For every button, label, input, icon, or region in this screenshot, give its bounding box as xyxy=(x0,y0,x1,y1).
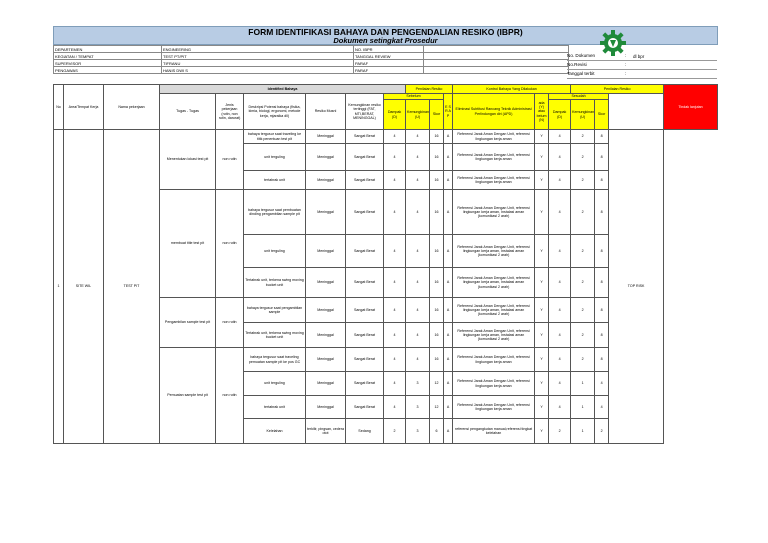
info-label: PARAF xyxy=(354,67,424,74)
info-row xyxy=(54,53,569,60)
hirarki-cell: A xyxy=(444,171,453,190)
col-skor: Skor xyxy=(430,100,444,130)
severity-cell: Sangat Berat xyxy=(346,235,384,268)
col-no: No xyxy=(54,85,64,130)
skor-after-cell: 4 xyxy=(595,372,609,396)
kemungkinan-after-cell: 2 xyxy=(571,348,595,372)
skor-cell: 12 xyxy=(430,396,444,419)
control-cell: Referensi Jarak Aman Dengan Unit, referensi lingkungan kerja aman, Instalasi aman (komunikasi 2 arah) xyxy=(453,298,535,323)
severity-cell: Sangat Berat xyxy=(346,298,384,323)
docinfo-row xyxy=(567,61,717,70)
docinfo-value: : xyxy=(625,71,627,76)
kemungkinan-cell: 4 xyxy=(406,130,430,144)
severity-cell: Sangat Berat xyxy=(346,144,384,171)
dampak-cell: 4 xyxy=(384,372,406,396)
skor-cell: 16 xyxy=(430,235,444,268)
hazard-desc: bahaya tergusur saat pembuatan dinding pengambilan sample pit xyxy=(244,190,306,235)
col-task: Tugas - Tugas xyxy=(160,94,216,130)
info-value: TIFRANU xyxy=(162,60,354,67)
docinfo-row xyxy=(567,52,717,61)
ada-cell: Y xyxy=(535,419,549,444)
skor-after-cell: 8 xyxy=(595,190,609,235)
severity-cell: Sangat Berat xyxy=(346,348,384,372)
task-name: membuat title test pit xyxy=(160,190,216,298)
kemungkinan-cell: 4 xyxy=(406,171,430,190)
col-jenis: Jenis pekerjaan (rutin, non rutin, darurat) xyxy=(216,94,244,130)
col-before: Sebelum xyxy=(384,94,444,100)
control-cell: Referensi Jarak Aman Dengan Unit, referensi lingkungan kerja aman, Instalasi aman (komunikasi 2 arah) xyxy=(453,323,535,348)
dampak-cell: 4 xyxy=(384,323,406,348)
info-row xyxy=(54,67,569,74)
hazard-desc: unit terguling xyxy=(244,372,306,396)
docinfo-value: : xyxy=(625,62,627,67)
task-jenis: non rutin xyxy=(216,298,244,348)
kemungkinan-cell: 4 xyxy=(406,144,430,171)
docinfo-label: No. Dokumen xyxy=(567,53,596,58)
kemungkinan-after-cell: 2 xyxy=(571,130,595,144)
col-dampak-after: Dampak (D) xyxy=(549,100,571,130)
risk-cell: Meninggal xyxy=(306,171,346,190)
task-name: Menentukan lokasi test pit xyxy=(160,130,216,190)
dampak-cell: 4 xyxy=(384,190,406,235)
info-label: NO. IBPR xyxy=(354,46,424,53)
risk-cell: Meninggal xyxy=(306,348,346,372)
info-label: TANGGAL REVIEW xyxy=(354,53,424,60)
task-jenis: non rutin xyxy=(216,348,244,444)
severity-cell: Sangat Berat xyxy=(346,372,384,396)
risk-cell: Meninggal xyxy=(306,144,346,171)
hirarki-cell: A xyxy=(444,268,453,298)
dampak-after-cell: 4 xyxy=(549,323,571,348)
kemungkinan-after-cell: 2 xyxy=(571,171,595,190)
ada-cell: Y xyxy=(535,190,549,235)
table-row xyxy=(54,130,718,144)
info-value xyxy=(424,46,569,53)
row-no: 1 xyxy=(54,130,64,444)
dampak-cell: 4 xyxy=(384,268,406,298)
skor-cell: 16 xyxy=(430,323,444,348)
control-cell: Referensi Jarak Aman Dengan Unit, referensi lingkungan kerja aman, Instalasi aman (komunikasi 2 arah) xyxy=(453,235,535,268)
skor-after-cell: 8 xyxy=(595,323,609,348)
hazard-desc: Tertabrak unit, terkena swing moving bucket unit xyxy=(244,268,306,298)
risk-cell: Meninggal xyxy=(306,190,346,235)
dampak-cell: 4 xyxy=(384,396,406,419)
info-label: PENGAWAS xyxy=(54,67,162,74)
hirarki-cell: A xyxy=(444,372,453,396)
skor-cell: 16 xyxy=(430,144,444,171)
ada-cell: Y xyxy=(535,171,549,190)
control-cell: Referensi Jarak Aman Dengan Unit, referensi lingkungan kerja aman xyxy=(453,348,535,372)
skor-after-cell: 2 xyxy=(595,419,609,444)
severity-cell: Sedang xyxy=(346,419,384,444)
side-text: dl bpr xyxy=(633,54,645,59)
skor-cell: 12 xyxy=(430,372,444,396)
hirarki-cell: A xyxy=(444,190,453,235)
risk-cell: Meninggal xyxy=(306,323,346,348)
dampak-after-cell: 4 xyxy=(549,130,571,144)
docinfo-value: : xyxy=(625,53,627,58)
dampak-cell: 4 xyxy=(384,348,406,372)
risk-table xyxy=(53,84,718,444)
skor-cell: 16 xyxy=(430,298,444,323)
col-kemungkinan: Kemungkinan (U) xyxy=(406,100,430,130)
ada-cell: Y xyxy=(535,348,549,372)
col-desc: Deskripsi Potensi bahaya (fisika, kimia, biologi, ergonomi, metode kerja, mjaraika dll) xyxy=(244,94,306,130)
info-label: KEGIATAN / TEMPAT xyxy=(54,53,162,60)
info-value xyxy=(424,60,569,67)
kemungkinan-cell: 4 xyxy=(406,298,430,323)
kemungkinan-after-cell: 2 xyxy=(571,298,595,323)
hirarki-cell: A xyxy=(444,396,453,419)
hazard-desc: tertabrak unit xyxy=(244,171,306,190)
skor-cell: 16 xyxy=(430,190,444,235)
task-jenis: non rutin xyxy=(216,190,244,298)
kemungkinan-after-cell: 2 xyxy=(571,144,595,171)
dampak-after-cell: 4 xyxy=(549,190,571,235)
kemungkinan-cell: 4 xyxy=(406,268,430,298)
col-skor-after: Skor xyxy=(595,100,609,130)
skor-cell: 16 xyxy=(430,171,444,190)
info-label: DEPARTEMEN xyxy=(54,46,162,53)
hirarki-cell: A xyxy=(444,419,453,444)
col-risk: Resiko Musnl xyxy=(306,94,346,130)
hirarki-cell: A xyxy=(444,130,453,144)
dampak-after-cell: 4 xyxy=(549,268,571,298)
info-value xyxy=(424,67,569,74)
col-dampak: Dampak (D) xyxy=(384,100,406,130)
kemungkinan-cell: 4 xyxy=(406,235,430,268)
hirarki-cell: A xyxy=(444,235,453,268)
col-hirarki: E S R A P xyxy=(444,94,453,130)
risk-cell: Meninggal xyxy=(306,396,346,419)
severity-cell: Sangat Berat xyxy=(346,396,384,419)
task-name: Pemuatan sample test pit xyxy=(160,348,216,444)
control-cell: Referensi Jarak Aman Dengan Unit, referensi lingkungan kerja aman, Instalasi aman (komunikasi 2 arah) xyxy=(453,268,535,298)
kemungkinan-cell: 4 xyxy=(406,190,430,235)
risk-cell: Meninggal xyxy=(306,298,346,323)
control-cell: Referensi Jarak Aman Dengan Unit, referensi lingkungan kerja aman, Instalasi aman (komunikasi 2 arah) xyxy=(453,190,535,235)
dampak-after-cell: 2 xyxy=(549,419,571,444)
skor-cell: 16 xyxy=(430,268,444,298)
row-area: SITE WIL xyxy=(64,130,104,444)
risk-cell: Meninggal xyxy=(306,372,346,396)
hazard-desc: bahaya tergusur saat traveling ke titik penentuan test pit xyxy=(244,130,306,144)
severity-cell: Sangat Berat xyxy=(346,323,384,348)
control-cell: Referensi Jarak Aman Dengan Unit, referensi lingkungan kerja aman xyxy=(453,372,535,396)
severity-cell: Sangat Berat xyxy=(346,171,384,190)
ada-cell: Y xyxy=(535,372,549,396)
dampak-cell: 4 xyxy=(384,298,406,323)
hazard-desc: unit terguling xyxy=(244,235,306,268)
hazard-desc: tertabrak unit xyxy=(244,396,306,419)
info-label: PARAF xyxy=(354,60,424,67)
control-cell: Referensi Jarak Aman Dengan Unit, referensi lingkungan kerja aman xyxy=(453,396,535,419)
col-ada: ada (Y) atau belum (N) xyxy=(535,94,549,130)
hirarki-cell: A xyxy=(444,323,453,348)
col-kemungkinan-after: Kemungkinan (U) xyxy=(571,100,595,130)
kemungkinan-after-cell: 2 xyxy=(571,268,595,298)
severity-cell: Sangat Berat xyxy=(346,130,384,144)
dampak-after-cell: 4 xyxy=(549,144,571,171)
col-identified: Identified Bahaya xyxy=(160,85,406,94)
kemungkinan-after-cell: 1 xyxy=(571,372,595,396)
hazard-desc: bahaya tergusur saat traveling pemuatan sample pit ke pos GC xyxy=(244,348,306,372)
kemungkinan-cell: 3 xyxy=(406,419,430,444)
kemungkinan-after-cell: 2 xyxy=(571,190,595,235)
risk-cell: Meninggal xyxy=(306,235,346,268)
info-row xyxy=(54,46,569,53)
kemungkinan-cell: 3 xyxy=(406,372,430,396)
risk-cell: terkilir, pingsan, cedera otot xyxy=(306,419,346,444)
hirarki-cell: A xyxy=(444,144,453,171)
col-nilai: Penilaian Resiko xyxy=(406,85,453,94)
kemungkinan-cell: 4 xyxy=(406,323,430,348)
kemungkinan-after-cell: 1 xyxy=(571,419,595,444)
risk-cell: Meninggal xyxy=(306,268,346,298)
info-value xyxy=(424,53,569,60)
hirarki-cell: A xyxy=(444,348,453,372)
kemungkinan-after-cell: 2 xyxy=(571,323,595,348)
col-hierarchy: Eliminasi Subtitusi Rancang Teknik Administrasi Perlindungan diri (APD) xyxy=(453,94,535,130)
ada-cell: Y xyxy=(535,323,549,348)
kemungkinan-after-cell: 1 xyxy=(571,396,595,419)
skor-after-cell: 8 xyxy=(595,171,609,190)
skor-cell: 16 xyxy=(430,348,444,372)
docinfo-label: Tanggal terbit xyxy=(567,71,595,76)
dampak-after-cell: 4 xyxy=(549,171,571,190)
hazard-desc: bahaya tergusur saat pengambilan sample xyxy=(244,298,306,323)
dampak-cell: 4 xyxy=(384,144,406,171)
control-cell: referensi pengangkutan manual,referensi tingkat kelelahan xyxy=(453,419,535,444)
docinfo-label: No.Revisi xyxy=(567,62,587,67)
kemungkinan-cell: 3 xyxy=(406,396,430,419)
dampak-cell: 4 xyxy=(384,171,406,190)
dampak-after-cell: 4 xyxy=(549,235,571,268)
info-value: ENGINEERING xyxy=(162,46,354,53)
document-info xyxy=(567,52,717,79)
skor-after-cell: 4 xyxy=(595,396,609,419)
skor-cell: 6 xyxy=(430,419,444,444)
form-subtitle: Dokumen setingkat Prosedur xyxy=(333,36,438,45)
col-tindak: Tindak lanjutan xyxy=(664,85,718,130)
dampak-cell: 4 xyxy=(384,130,406,144)
col-area: Area/Tempat Kerja xyxy=(64,85,104,130)
severity-cell: Sangat Berat xyxy=(346,268,384,298)
task-jenis: non rutin xyxy=(216,130,244,190)
info-row xyxy=(54,60,569,67)
form-title: FORM IDENTIFIKASI BAHAYA DAN PENGENDALIAN RESIKO (IBPR) xyxy=(248,27,523,37)
info-label: SUPERVISOR xyxy=(54,60,162,67)
docinfo-row xyxy=(567,70,717,79)
col-after: Sesudah xyxy=(549,94,609,100)
dampak-after-cell: 4 xyxy=(549,348,571,372)
kemungkinan-after-cell: 2 xyxy=(571,235,595,268)
skor-cell: 16 xyxy=(430,130,444,144)
kemungkinan-cell: 4 xyxy=(406,348,430,372)
dampak-after-cell: 4 xyxy=(549,298,571,323)
dampak-after-cell: 4 xyxy=(549,372,571,396)
control-cell: Referensi Jarak Aman Dengan Unit, referensi lingkungan kerja aman xyxy=(453,144,535,171)
col-kontrol: Kontrol Bahaya Yang Dilakukan xyxy=(453,85,571,94)
ada-cell: Y xyxy=(535,235,549,268)
skor-after-cell: 8 xyxy=(595,268,609,298)
skor-after-cell: 8 xyxy=(595,144,609,171)
ada-cell: Y xyxy=(535,396,549,419)
skor-after-cell: 8 xyxy=(595,235,609,268)
dampak-cell: 2 xyxy=(384,419,406,444)
severity-cell: Sangat Berat xyxy=(346,190,384,235)
col-sev: Kemungkinan resiko tertinggi (FAT, MTI,BERAT, MENINGGAL) xyxy=(346,94,384,130)
col-job: Nama pekerjaan xyxy=(104,85,160,130)
row-job: TEST PIT xyxy=(104,130,160,444)
control-cell: Referensi Jarak Aman Dengan Unit, referensi lingkungan kerja aman xyxy=(453,130,535,144)
hazard-desc: unit terguling xyxy=(244,144,306,171)
skor-after-cell: 8 xyxy=(595,348,609,372)
hazard-desc: Kelelahan xyxy=(244,419,306,444)
hirarki-cell: A xyxy=(444,298,453,323)
info-table xyxy=(53,45,569,74)
skor-after-cell: 8 xyxy=(595,130,609,144)
hazard-desc: Tertabrak unit, terkena swing moving bucket unit xyxy=(244,323,306,348)
dampak-cell: 4 xyxy=(384,235,406,268)
dampak-after-cell: 4 xyxy=(549,396,571,419)
remark-cell: TOP RISK xyxy=(609,130,664,444)
control-cell: Referensi Jarak Aman Dengan Unit, referensi lingkungan kerja aman xyxy=(453,171,535,190)
ada-cell: Y xyxy=(535,130,549,144)
col-nilai2: Penilaian Resiko xyxy=(571,85,664,94)
info-value: HANIS DWI S xyxy=(162,67,354,74)
risk-cell: Meninggal xyxy=(306,130,346,144)
ada-cell: Y xyxy=(535,298,549,323)
ada-cell: Y xyxy=(535,268,549,298)
info-value: TEST PT/PIT xyxy=(162,53,354,60)
ada-cell: Y xyxy=(535,144,549,171)
task-name: Pengambilan sample test pit xyxy=(160,298,216,348)
skor-after-cell: 8 xyxy=(595,298,609,323)
